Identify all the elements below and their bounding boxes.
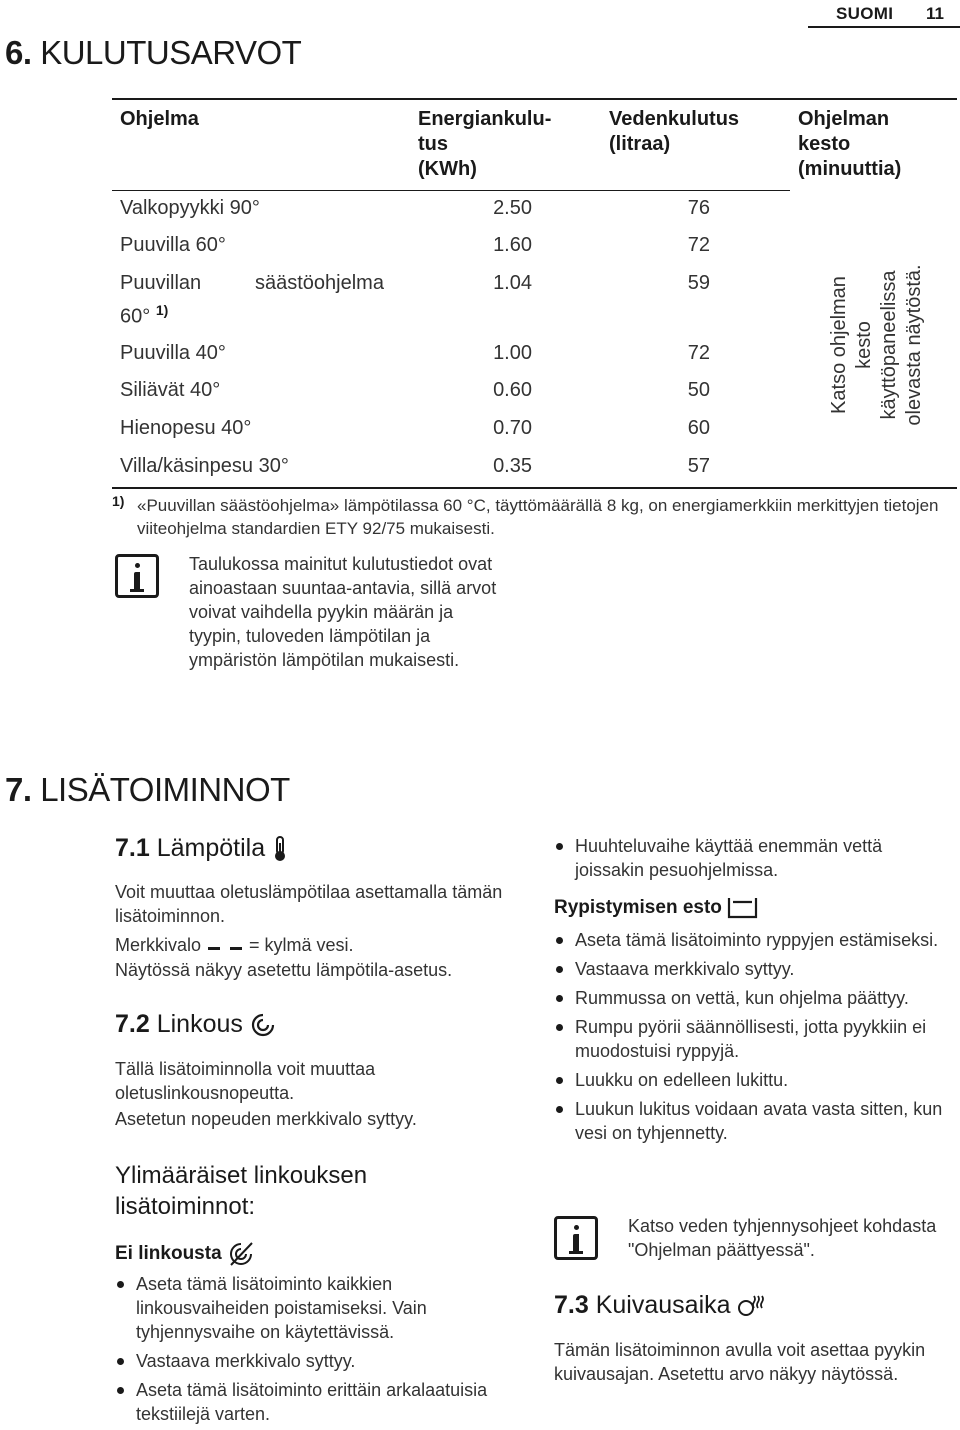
- info-note-drain: Katso veden tyhjennysohjeet kohdasta "Ohjelman päättyessä".: [628, 1216, 937, 1260]
- page-number: 11: [926, 4, 944, 23]
- footnote-mark: 1): [112, 493, 125, 509]
- s71-paragraph-1: Voit muuttaa oletuslämpötilaa asettamalla tämän lisätoiminnon.: [115, 882, 503, 926]
- section-6-title: KULUTUSARVOT: [40, 34, 302, 71]
- no-spin-icon: [227, 1241, 255, 1267]
- table-row-program: Puuvilla 60°: [120, 234, 226, 256]
- drying-time-icon: [737, 1293, 767, 1319]
- list-item: Aseta tämä lisätoiminto kaikkien linkousvaiheiden poistamiseksi. Vain tyhjennysvaihe on käytettävissä.: [115, 1272, 515, 1344]
- table-row-water: 57: [687, 455, 710, 477]
- s73-paragraph-1: Tämän lisätoiminnon avulla voit asettaa pyykin kuivausajan. Asetettu arvo näkyy näytössä.: [554, 1340, 926, 1384]
- table-row-energy: 1.00: [493, 342, 532, 364]
- list-item: Luukun lukitus voidaan avata vasta sitten, kun vesi on tyhjennetty.: [554, 1097, 949, 1145]
- subsection-7-2-heading: 7.2 Linkous: [115, 1010, 276, 1039]
- anti-crease-icon: [727, 896, 759, 920]
- table-row-energy: 2.50: [493, 197, 532, 219]
- table-row-program: Hienopesu 40°: [120, 417, 252, 439]
- table-row-program: Valkopyykki 90°: [120, 197, 260, 219]
- section-7-number: 7.: [5, 771, 32, 808]
- list-item: Vastaava merkkivalo syttyy.: [115, 1349, 515, 1373]
- header-duration: Ohjelman kesto (minuuttia): [798, 108, 902, 180]
- list-item: Luukku on edelleen lukittu.: [554, 1068, 949, 1092]
- header-water: Vedenkulutus (litraa): [609, 108, 740, 155]
- section-6-number: 6.: [5, 34, 32, 71]
- table-row-energy: 0.60: [493, 379, 532, 401]
- header-program: Ohjelma: [120, 108, 199, 130]
- header-language: SUOMI: [836, 4, 894, 23]
- spin-icon: [250, 1012, 276, 1038]
- table-header-rule: [112, 190, 790, 191]
- table-row-water: 72: [687, 342, 710, 364]
- table-row-water: 50: [687, 379, 710, 401]
- s71-paragraph-2: Merkkivalo = kylmä vesi.: [115, 935, 354, 955]
- cold-water-indicator-icon: [206, 938, 244, 954]
- table-row-water: 60: [687, 417, 710, 439]
- header-rule: [808, 26, 960, 28]
- no-spin-heading: Ei linkousta: [115, 1241, 255, 1267]
- table-row-water: 59: [687, 272, 710, 294]
- section-6-heading: [5, 34, 301, 72]
- consumption-table: [112, 98, 957, 488]
- header-energy: Energiankulu- tus (KWh): [418, 108, 552, 180]
- section-7-title: LISÄTOIMINNOT: [40, 771, 290, 808]
- info-icon: [115, 554, 159, 598]
- s71-paragraph-3: Näytössä näkyy asetettu lämpötila-asetus.: [115, 960, 453, 980]
- list-item: Aseta tämä lisätoiminto ryppyjen estämiseksi.: [554, 928, 949, 952]
- table-row-program: Siliävät 40°: [120, 379, 221, 401]
- table-bottom-rule: [112, 487, 957, 489]
- rinse-list: [554, 834, 949, 887]
- duration-note-cell: [802, 260, 952, 430]
- s72-paragraph-1: Tällä lisätoiminnolla voit muuttaa oletuslinkousnopeutta.: [115, 1059, 376, 1103]
- extra-spin-options-heading: Ylimääräiset linkouksen lisätoiminnot:: [115, 1162, 368, 1220]
- list-item: Aseta tämä lisätoiminto erittäin arkalaatuisia tekstiilejä varten.: [115, 1378, 515, 1426]
- list-item: Rumpu pyörii säännöllisesti, jotta pyykkiin ei muodostuisi ryppyjä.: [554, 1015, 949, 1063]
- list-item: Vastaava merkkivalo syttyy.: [554, 957, 949, 981]
- table-row-program: Puuvilla 40°: [120, 342, 226, 364]
- table-top-rule: [112, 98, 957, 100]
- subsection-7-1-heading: 7.1 Lämpötila: [115, 834, 288, 863]
- thermometer-icon: [272, 835, 288, 863]
- table-row-energy: 1.04: [493, 272, 532, 294]
- list-item: Rummussa on vettä, kun ohjelma päättyy.: [554, 986, 949, 1010]
- table-row-program: Puuvillan säästöohjelma 60° $^{1)}$: [120, 272, 384, 328]
- table-row-program: Villa/käsinpesu 30°: [120, 455, 289, 477]
- info-note-consumption: Taulukossa mainitut kulutustiedot ovat ainoastaan suuntaa-antavia, sillä arvot voivat vaihdella pyykin määrän ja tyypin, tuloveden lämpötilan ja ympäristön lämpötilan mukaisesti.: [189, 554, 497, 670]
- footnote-ref: 1): [155, 302, 169, 318]
- crease-guard-heading: Rypistymisen esto: [554, 896, 759, 920]
- table-row-energy: 1.60: [493, 234, 532, 256]
- table-row-water: 72: [687, 234, 710, 256]
- no-spin-list: [115, 1272, 515, 1430]
- table-footnote: [112, 494, 942, 540]
- info-icon: [554, 1216, 598, 1260]
- section-7-heading: [5, 771, 290, 809]
- subsection-7-3-heading: 7.3 Kuivausaika: [554, 1291, 767, 1320]
- crease-guard-list: [554, 928, 949, 1150]
- list-item: Huuhteluvaihe käyttää enemmän vettä joissakin pesuohjelmissa.: [554, 834, 949, 882]
- duration-note: Katso ohjelman kesto käyttöpaneelissa olevasta näytöstä.: [828, 264, 925, 426]
- table-row-energy: 0.35: [493, 455, 532, 477]
- s72-paragraph-2: Asetetun nopeuden merkkivalo syttyy.: [115, 1109, 417, 1129]
- footnote-text: «Puuvillan säästöohjelma» lämpötilassa 60 °C, täyttömäärällä 8 kg, on energiamerkkiin merkittyjen tietojen viiteohjelma standardien ETY 92/75 mukaisesti.: [137, 496, 939, 538]
- table-row-energy: 0.70: [493, 417, 532, 439]
- table-row-water: 76: [687, 197, 710, 219]
